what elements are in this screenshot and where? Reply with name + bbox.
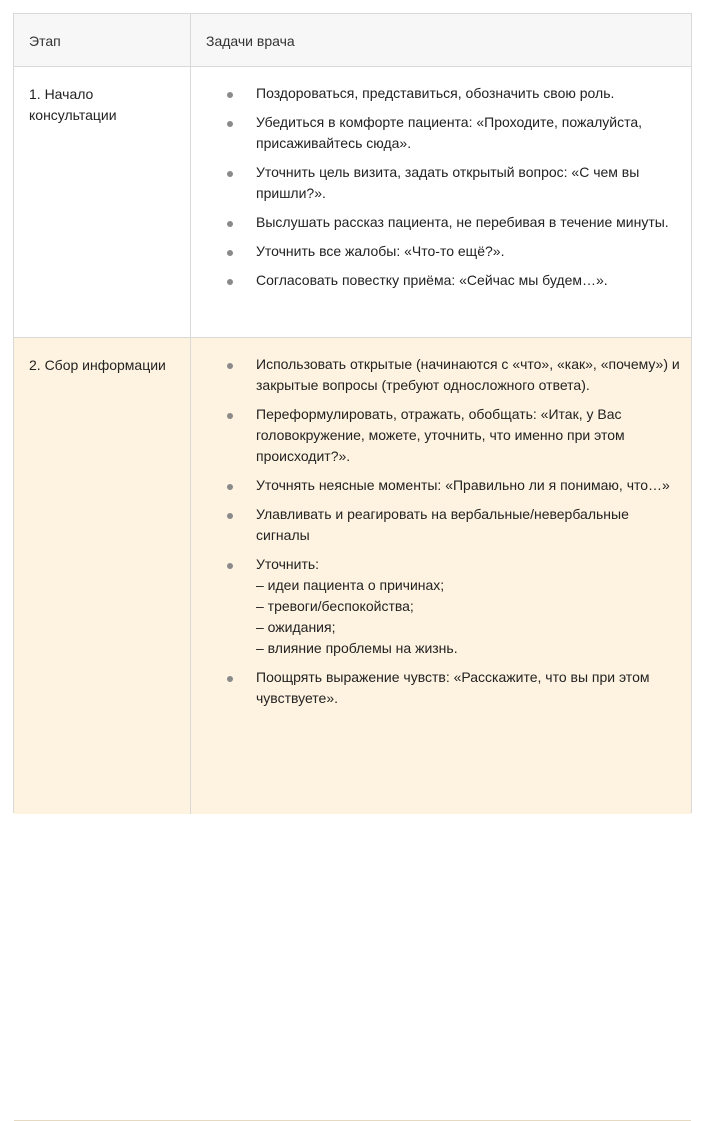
header-tasks: Задачи врача (206, 33, 295, 49)
column-divider (190, 14, 191, 814)
list-item (256, 112, 681, 154)
list-item (256, 241, 681, 262)
list-item (256, 162, 681, 204)
list-item (256, 212, 681, 233)
header-stage: Этап (29, 33, 61, 49)
stage-cell (29, 84, 179, 126)
list-item (256, 270, 681, 291)
list-item (256, 83, 681, 104)
list-item (256, 354, 681, 396)
task-text: Улавливать и реагировать на вербальные/невербальные сигналы (256, 506, 629, 543)
bullet-icon (227, 92, 233, 98)
bullet-icon (227, 563, 233, 569)
bullet-icon (227, 363, 233, 369)
table-header-row (14, 14, 691, 67)
task-text: Уточнить: – идеи пациента о причинах; – тревоги/беспокойства; – ожидания; – влияние проблемы на жизнь. (256, 556, 458, 656)
task-list (256, 83, 681, 299)
task-text: Убедиться в комфорте пациента: «Проходите, пожалуйста, присаживайтесь сюда». (256, 114, 643, 151)
bullet-icon (227, 676, 233, 682)
task-text: Уточнить все жалобы: «Что-то ещё?». (256, 243, 505, 259)
bullet-icon (227, 413, 233, 419)
consultation-table (13, 13, 692, 813)
task-text: Использовать открытые (начинаются с «что», «как», «почему») и закрытые вопросы (требуют односложного ответа). (256, 356, 680, 393)
bullet-icon (227, 221, 233, 227)
bullet-icon (227, 171, 233, 177)
task-text: Уточнять неясные моменты: «Правильно ли я понимаю, что…» (256, 477, 670, 493)
bullet-icon (227, 121, 233, 127)
list-item (256, 404, 681, 467)
table-row (14, 67, 691, 338)
bullet-icon (227, 279, 233, 285)
list-item (256, 475, 681, 496)
bullet-icon (227, 484, 233, 490)
bullet-icon (227, 513, 233, 519)
task-text: Согласовать повестку приёма: «Сейчас мы будем…». (256, 272, 608, 288)
list-item (256, 504, 681, 546)
table-row (14, 338, 691, 814)
task-list (256, 354, 681, 717)
task-text: Выслушать рассказ пациента, не перебивая в течение минуты. (256, 214, 669, 230)
stage-label: 1. Начало консультации (29, 86, 117, 123)
task-text: Переформулировать, отражать, обобщать: «Итак, у Вас головокружение, можете, уточнить, что именно при этом происходит?». (256, 406, 625, 464)
task-text: Уточнить цель визита, задать открытый вопрос: «С чем вы пришли?». (256, 164, 640, 201)
stage-label: 2. Сбор информации (29, 357, 166, 373)
bullet-icon (227, 250, 233, 256)
task-text: Поздороваться, представиться, обозначить свою роль. (256, 85, 615, 101)
stage-cell (29, 355, 179, 376)
list-item (256, 554, 681, 659)
task-text: Поощрять выражение чувств: «Расскажите, что вы при этом чувствуете». (256, 669, 650, 706)
list-item (256, 667, 681, 709)
